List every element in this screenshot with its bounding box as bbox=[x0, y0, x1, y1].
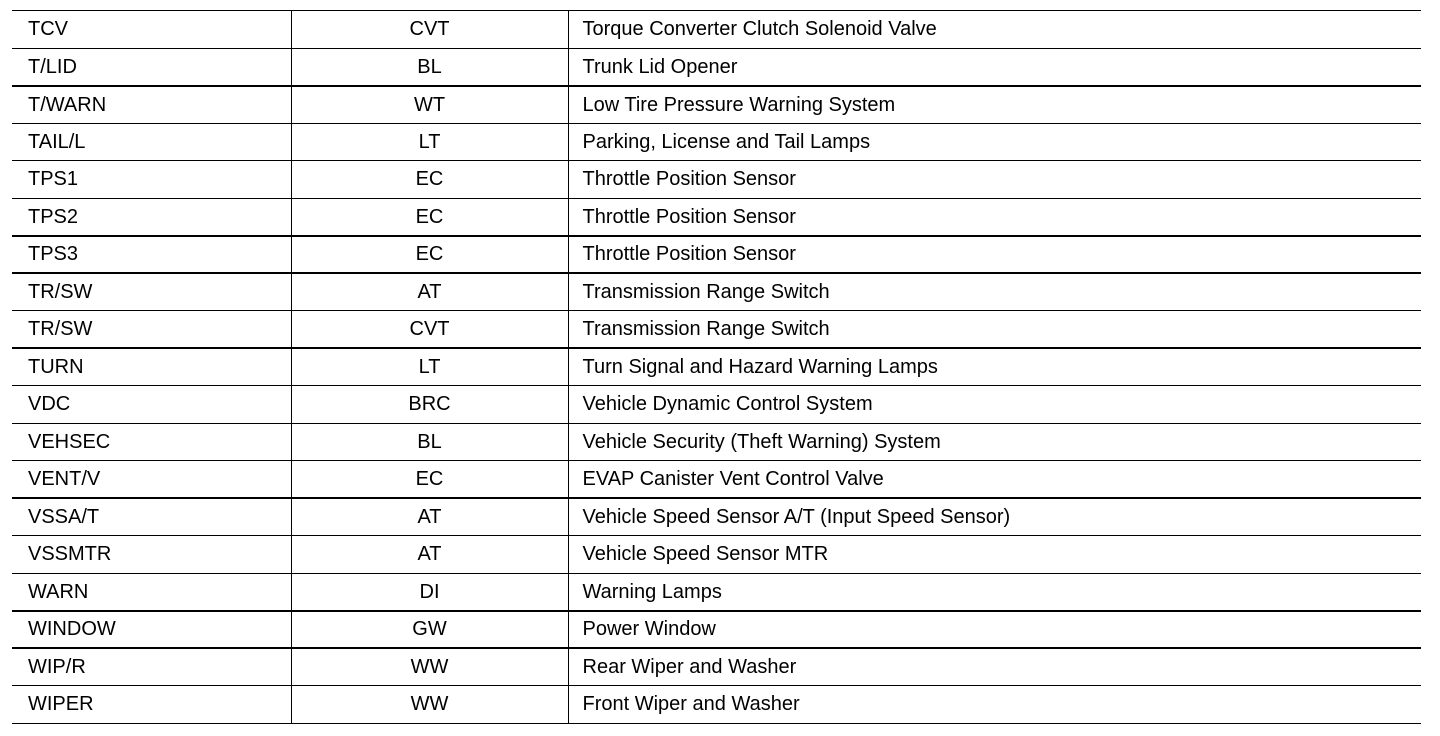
row-section: AT bbox=[291, 536, 568, 574]
row-description: Warning Lamps bbox=[568, 573, 1421, 611]
table-row bbox=[12, 48, 1421, 86]
table-row bbox=[12, 386, 1421, 424]
row-code: VEHSEC bbox=[12, 423, 291, 461]
row-code: TR/SW bbox=[12, 273, 291, 311]
table-row bbox=[12, 648, 1421, 686]
table-row bbox=[12, 498, 1421, 536]
row-code: T/LID bbox=[12, 48, 291, 86]
table-row bbox=[12, 86, 1421, 124]
row-description: Trunk Lid Opener bbox=[568, 48, 1421, 86]
row-code: WIPER bbox=[12, 686, 291, 724]
row-section: EC bbox=[291, 161, 568, 199]
row-section: GW bbox=[291, 611, 568, 649]
row-code: TCV bbox=[12, 11, 291, 49]
row-description: Parking, License and Tail Lamps bbox=[568, 123, 1421, 161]
row-code: VENT/V bbox=[12, 461, 291, 499]
row-code: TPS2 bbox=[12, 198, 291, 236]
row-description: Transmission Range Switch bbox=[568, 311, 1421, 349]
row-code: T/WARN bbox=[12, 86, 291, 124]
table-row bbox=[12, 686, 1421, 724]
row-code: VDC bbox=[12, 386, 291, 424]
row-section: WT bbox=[291, 86, 568, 124]
row-description: Transmission Range Switch bbox=[568, 273, 1421, 311]
row-section: BL bbox=[291, 423, 568, 461]
row-section: WW bbox=[291, 648, 568, 686]
table-row bbox=[12, 123, 1421, 161]
row-section: WW bbox=[291, 686, 568, 724]
table-row bbox=[12, 198, 1421, 236]
row-section: BL bbox=[291, 48, 568, 86]
row-code: TR/SW bbox=[12, 311, 291, 349]
row-description: Vehicle Dynamic Control System bbox=[568, 386, 1421, 424]
row-code: WINDOW bbox=[12, 611, 291, 649]
row-code: TPS1 bbox=[12, 161, 291, 199]
row-description: Power Window bbox=[568, 611, 1421, 649]
abbreviation-table-body bbox=[12, 11, 1421, 724]
row-description: Low Tire Pressure Warning System bbox=[568, 86, 1421, 124]
row-section: EC bbox=[291, 198, 568, 236]
row-code: WIP/R bbox=[12, 648, 291, 686]
row-code: VSSA/T bbox=[12, 498, 291, 536]
table-row bbox=[12, 236, 1421, 274]
table-row bbox=[12, 573, 1421, 611]
row-section: EC bbox=[291, 461, 568, 499]
row-description: Torque Converter Clutch Solenoid Valve bbox=[568, 11, 1421, 49]
row-description: Front Wiper and Washer bbox=[568, 686, 1421, 724]
abbreviation-table bbox=[12, 10, 1421, 724]
row-description: Throttle Position Sensor bbox=[568, 198, 1421, 236]
row-code: TAIL/L bbox=[12, 123, 291, 161]
table-row bbox=[12, 273, 1421, 311]
table-row bbox=[12, 461, 1421, 499]
table-row bbox=[12, 611, 1421, 649]
row-code: VSSMTR bbox=[12, 536, 291, 574]
row-section: AT bbox=[291, 273, 568, 311]
row-section: LT bbox=[291, 123, 568, 161]
row-description: Vehicle Speed Sensor A/T (Input Speed Sensor) bbox=[568, 498, 1421, 536]
row-description: Turn Signal and Hazard Warning Lamps bbox=[568, 348, 1421, 386]
row-code: WARN bbox=[12, 573, 291, 611]
row-code: TURN bbox=[12, 348, 291, 386]
row-section: CVT bbox=[291, 311, 568, 349]
row-section: CVT bbox=[291, 11, 568, 49]
row-section: AT bbox=[291, 498, 568, 536]
row-description: EVAP Canister Vent Control Valve bbox=[568, 461, 1421, 499]
row-code: TPS3 bbox=[12, 236, 291, 274]
row-section: DI bbox=[291, 573, 568, 611]
table-row bbox=[12, 311, 1421, 349]
row-description: Throttle Position Sensor bbox=[568, 236, 1421, 274]
table-row bbox=[12, 161, 1421, 199]
table-row bbox=[12, 11, 1421, 49]
row-description: Vehicle Speed Sensor MTR bbox=[568, 536, 1421, 574]
row-section: BRC bbox=[291, 386, 568, 424]
row-description: Rear Wiper and Washer bbox=[568, 648, 1421, 686]
table-row bbox=[12, 423, 1421, 461]
row-description: Throttle Position Sensor bbox=[568, 161, 1421, 199]
row-section: LT bbox=[291, 348, 568, 386]
row-description: Vehicle Security (Theft Warning) System bbox=[568, 423, 1421, 461]
row-section: EC bbox=[291, 236, 568, 274]
table-row bbox=[12, 348, 1421, 386]
table-row bbox=[12, 536, 1421, 574]
